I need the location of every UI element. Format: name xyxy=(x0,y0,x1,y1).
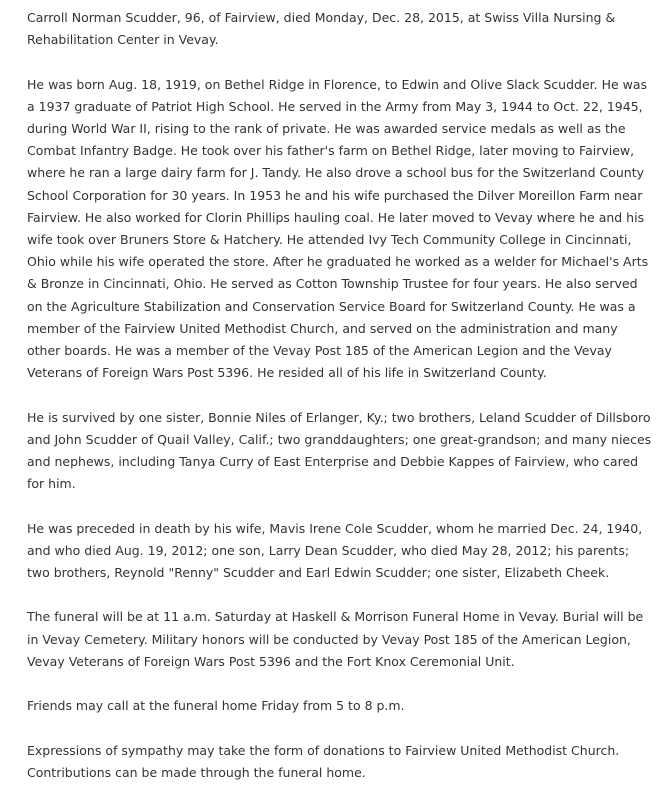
memorials-paragraph: Expressions of sympathy may take the form of donations to Fairview United Methodist Church. Contributions can be made through the funeral home. xyxy=(27,742,620,780)
preceded-in-death-paragraph: He was preceded in death by his wife, Mavis Irene Cole Scudder, whom he married Dec. 24, 1940, and who died Aug. 19, 2012; one son, Larry Dean Scudder, who died May 28, 2012; his parents; two brothers, Reynold "Renny" Scudder and Earl Edwin Scudder; one sister, Elizabeth Cheek. xyxy=(27,520,643,581)
obituary-text xyxy=(27,7,652,784)
funeral-paragraph: The funeral will be at 11 a.m. Saturday at Haskell & Morrison Funeral Home in Vevay. Burial will be in Vevay Cemetery. Military honors will be conducted by Vevay Post 185 of the American Legion, Vevay Veterans of Foreign Wars Post 5396 and the Fort Knox Ceremonial Unit. xyxy=(27,609,644,669)
biography-paragraph: He was born Aug. 18, 1919, on Bethel Ridge in Florence, to Edwin and Olive Slack Scudder. He was a 1937 graduate of Patriot High School. He served in the Army from May 3, 1944 to Oct. 22, 1945, during World War II, rising to the rank of private. He was awarded service medals as well as the Combat Infantry Badge. He took over his father's farm on Bethel Ridge, later moving to Fairview, where he ran a large dairy farm for J. Tandy. He also drove a school bus for the Switzerland County School Corporation for 30 years. In 1953 he and his wife purchased the Dilver Moreillon Farm near Fairview. He also worked for Clorin Phillips hauling coal. He later moved to Vevay where he and his wife took over Bruners Store & Hatchery. He attended Ivy Tech Community College in Cincinnati, Ohio while his wife operated the store. After he graduated he worked as a welder for Michael's Arts & Bronze in Cincinnati, Ohio. He served as Cotton Township Trustee for four years. He also served on the Agriculture Stabilization and Conservation Service Board for Switzerland County. He was a member of the Fairview United Methodist Church, and served on the administration and many other boards. He was a member of the Vevay Post 185 of the American Legion and the Vevay Veterans of Foreign Wars Post 5396. He resided all of his life in Switzerland County. xyxy=(27,76,649,381)
death-notice-paragraph: Carroll Norman Scudder, 96, of Fairview, died Monday, Dec. 28, 2015, at Swiss Villa Nursing & Rehabilitation Center in Vevay. xyxy=(27,10,616,48)
visitation-paragraph: Friends may call at the funeral home Friday from 5 to 8 p.m. xyxy=(27,698,405,714)
survivors-paragraph: He is survived by one sister, Bonnie Niles of Erlanger, Ky.; two brothers, Leland Scudder of Dillsboro and John Scudder of Quail Valley, Calif.; two granddaughters; one great-grandson; and many nieces and nephews, including Tanya Curry of East Enterprise and Debbie Kappes of Fairview, who cared for him. xyxy=(27,409,652,492)
